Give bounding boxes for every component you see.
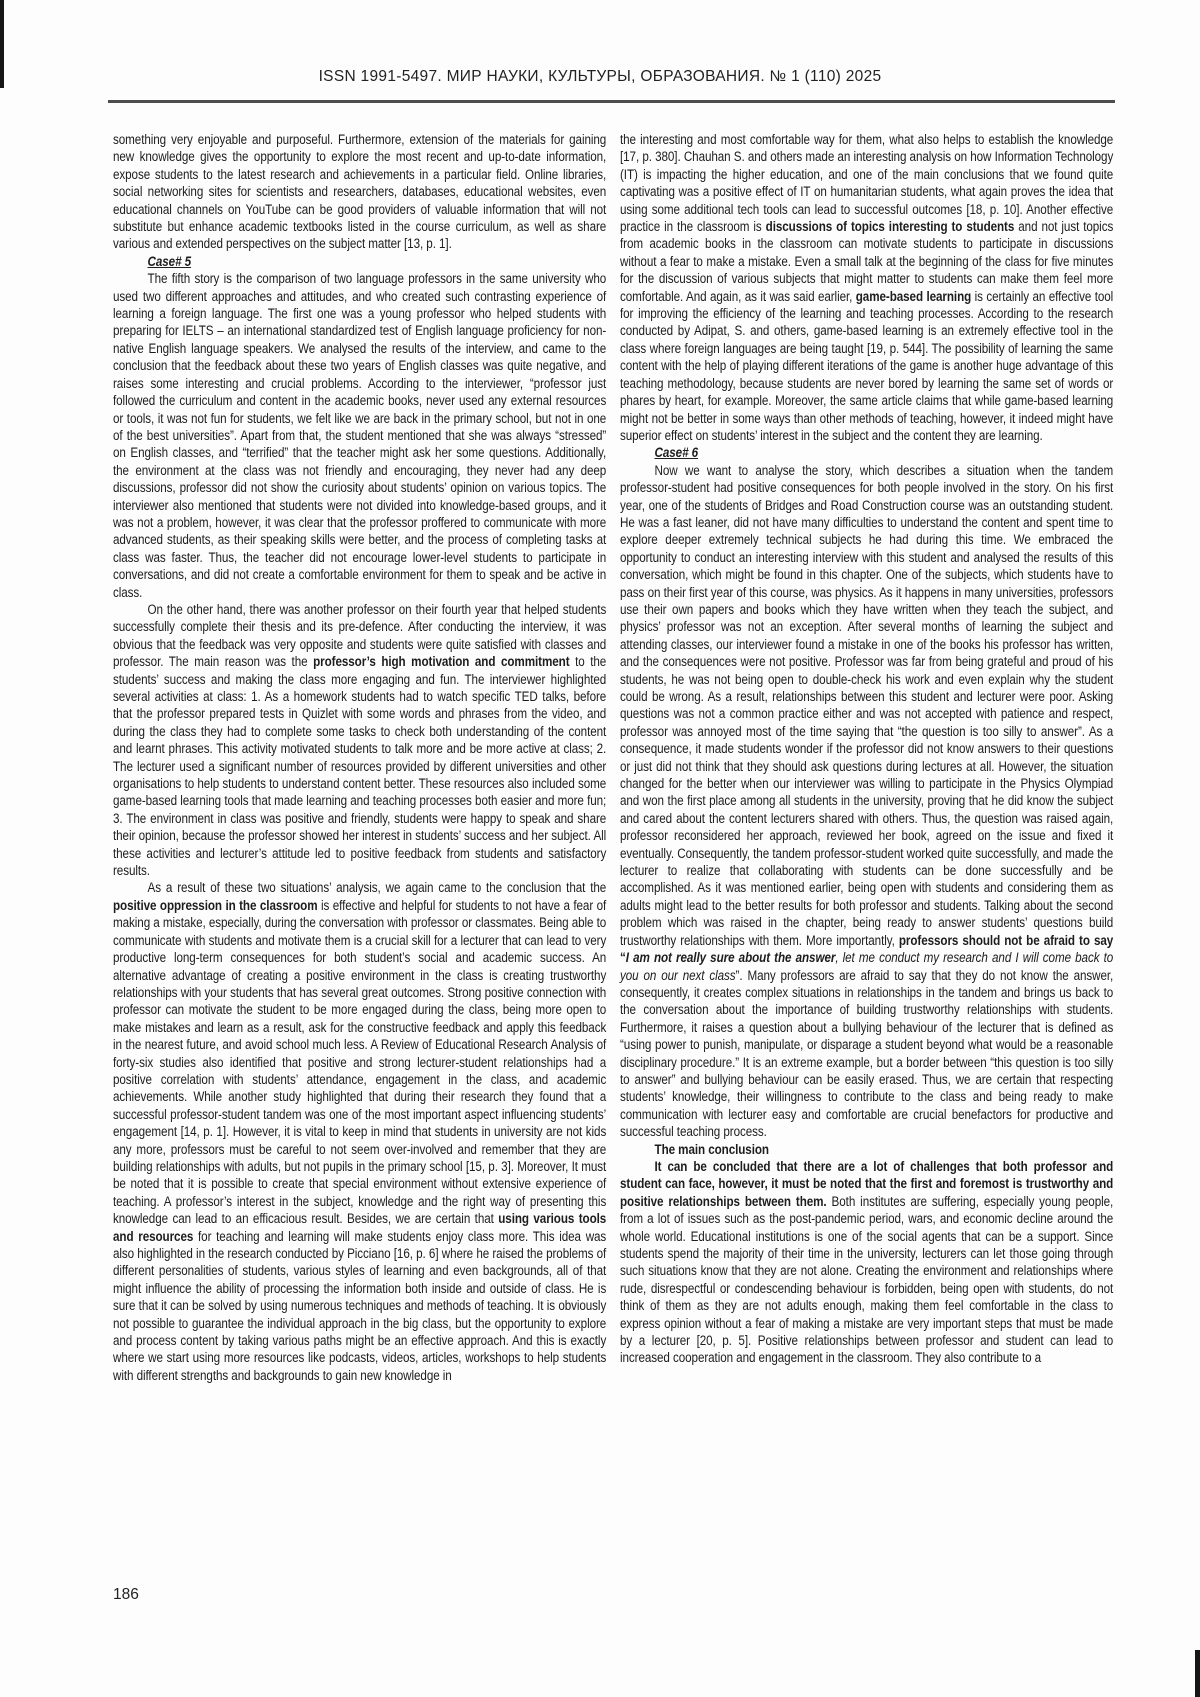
text-run: As a result of these two situations’ analysis, we again came to the conclusion that the [147,880,607,897]
text-run: positive oppression in the classroom [113,897,318,914]
text-run: The main conclusion [654,1141,769,1158]
paragraph-continuation [113,132,606,254]
text-run: and not just topics from academic books in the classroom can motivate students to participate in discussions without a fear to make a mistake. Even a small talk at the beginning of the class for five minutes for the discussion of various subjects that might matter to students can make them feel more comfortable. And again, as it was said earlier, [620,219,1114,305]
text-run: discussions of topics interesting to students [765,219,1015,236]
text-run: professors should not be afraid to say “ [620,932,1114,967]
text-run: the interesting and most comfortable way for them, what also helps to establish the knowledge [17, p. 380]. Chauhan S. and others made an interesting analysis on how Information Technology (IT) is impacting the higher education, and one of the main conclusions that we found quite captivating was a positive effect of IT on humanitarian students, what again proves the idea that using some additional tech tools can lead to successful outcomes [18, p. 10]. Another effective practice in the classroom is [620,132,1114,236]
text-run: to the students’ success and making the class more engaging and fun. The interviewer highlighted several activities at class: 1. As a homework students had to watch specific TED talks, before that the professor prepared tests in Quizlet with some words and phrases from the video, and during the class they had to complete some tasks to check both understanding of the content and learnt phrases. This activity motivated students to talk more and be more active at class; 2. The lecturer used a significant number of resources provided by different universities and other organisations to help students to understand content better. These resources also included some game-based learning tools that made learning and teaching processes both easier and more fun; 3. The environment in class was positive and friendly, students were happy to speak and share their opinion, because the professor showed her interest in students’ success and her subject. All these activities and lecturer’s attitude led to positive feedback from students and satisfactory results. [113,654,607,880]
text-run: Both institutes are suffering, especially young people, from a lot of issues such as the post-pandemic period, wars, and economic decline around the whole world. Educational institutions is one of the social agents that can be a support. Since students spend the majority of their time in the university, lecturers can let those going through such situations know that they are not alone. Creating the environment and relationships where rude, disrespectful or condescending behaviour is forbidden, being open with students, do not think of them as they are not adults enough, making them feel comfortable in the class to express opinion without a fear of making a mistake are very important steps that must be made by a lecturer [20, p. 5]. Positive relationships between professor and student can lead to increased cooperation and engagement in the classroom. They also contribute to a [620,1193,1114,1367]
text-run: On the other hand, there was another professor on their fourth year that helped students successfully complete their thesis and its pre-defence. After conducting the interview, it was obvious that the feedback was very opposite and students were quite satisfied with classes and professor. The main reason was the [113,601,607,671]
text-run: using various tools and resources [113,1211,607,1245]
scan-artifact-bottom-right [1195,1650,1200,1697]
header-rule [108,100,1115,103]
text-run: professor’s high motivation and commitment [313,654,570,671]
section-heading [620,1142,1113,1159]
text-run: It can be concluded that there are a lot of challenges that both professor and student can face, however, it must be noted that the first and foremost is trustworthy and positive relationships between them. [620,1158,1114,1210]
paragraph-continuation [620,132,1113,445]
paragraph [113,880,606,1385]
text-run: Now we want to analyse the story, which describes a situation when the tandem professor-student had positive consequences for both people involved in the story. On his first year, one of the students of Bridges and Road Construction course was an outstanding student. He was a fast leaner, did not have many difficulties to understand the content and spent time to explore deeper extremely technical subjects he had during this time. We embraced the opportunity to conduct an interesting interview with this student and analysed the results of this conversation, which might be found in this chapter. One of the subjects, which students have to pass on their first year of this course, was physics. As it happens in many universities, professors use their own papers and books which they have written when they teach the subject, and physics’ professor was not an exception. After several months of learning the subject and attending classes, our interviewer found a mistake in one of the books his professor has written, and the consequences were not positive. Professor was far from being grateful and proud of his students, he was not being open to double-check his work and even explain why the student could be wrong. As a result, relationships between this student and lecturer were poor. Asking questions was not a common practice either and was not accepted with patience and respect, professor was annoyed most of the time saying that “the question is too silly to answer”. As a consequence, it made students wonder if the professor did not know answers to their questions or just did not think that they should ask questions during lectures at all. However, the situation changed for the better when our interviewer was willing to participate in the Physics Olympiad and won the first place among all students in the university, proving that he did know the subject and cared about the content lecturers shared with others. Thus, the question was raised again, professor reconsidered her approach, reviewed her book, agreed on the issue and fixed it eventually. Consequently, the tandem professor-student worked quite successfully, and made the lecturer to realize that collaborating with students can be done successfully and be accomplished. As it was mentioned earlier, being open with students and considering them as adults might lead to the better results for both professor and students. Talking about the second problem which was raised in the chapter, being ready to answer students’ questions build trustworthy relationships with them. More importantly, [620,462,1114,949]
case-heading [113,254,606,271]
journal-header: ISSN 1991-5497. МИР НАУКИ, КУЛЬТУРЫ, ОБРАЗОВАНИЯ. № 1 (110) 2025 [318,68,882,85]
paragraph [620,463,1113,1142]
text-run: The fifth story is the comparison of two language professors in the same university who used two different approaches and attitudes, and who created such contrasting experience of learning a foreign language. The first one was a young professor who helped students with preparing for IELTS – an international standardized test of English language proficiency for non-native English language speakers. We analysed the results of the interview, and came to the conclusion that the feedback about these two years of English classes was quite negative, and raises some interesting and crucial problems. According to the interviewer, “professor just followed the curriculum and content in the academic books, never used any external resources or tools, it was not fun for students, we felt like we are back in the primary school, but not in one of the best universities”. Apart from that, the student mentioned that she was always “stressed” on English classes, and “terrified” that the teacher might ask her some questions. Additionally, the environment at the class was not friendly and encouraging, they never had any deep discussions, professor did not show the curiosity about students’ opinion on various topics. The interviewer also mentioned that students were not divided into knowledge-based groups, and it was not a problem, however, it was clear that the professor proffered to communicate with more advanced students, as their speaking skills were better, and the process of completing tasks at class was faster. Thus, the teacher did not encourage lower-level students to participate in conversations, and did not create a comfortable environment for them to speak and be active in class. [113,271,607,601]
text-run: ”. Many professors are afraid to say that they do not know the answer, consequently, it creates complex situations in relationships in the tandem and brings us back to the conversation about the importance of building trustworthy relationships with students. Furthermore, it raises a question about a bullying behaviour of the lecturer that is defined as “using power to punish, manipulate, or disparage a student beyond what would be a reasonable disciplinary procedure.” It is an extreme example, but a border between “this question is too silly to answer” and bullying behaviour can be easily erased. Thus, we are certain that respecting students’ knowledge, their willingness to contribute to the class and being ready to make communication with lecturer easy and comfortable are crucial benefactors for productive and successful teaching process. [620,967,1114,1141]
page-number: 186 [113,1586,139,1603]
right-column [620,132,1113,1368]
text-run: Case# 5 [147,253,192,270]
text-run: is certainly an effective tool for improving the efficiency of the learning and teaching processes. According to the research conducted by Adipat, S. and others, game-based learning is an extremely effective tool in the class where foreign languages are being taught [19, p. 544]. The possibility of learning the same content with the help of playing different iterations of the game is another huge advantage of this teaching methodology, because students are never bored by learning the same set of words or phares by heart, for example. Moreover, the same article claims that while game-based learning might not be better in some ways than other methods of teaching, however, it indeed might have superior effect on students’ interest in the subject and the content they are learning. [620,288,1114,444]
paragraph [620,1159,1113,1368]
text-run: game-based learning [855,288,972,305]
case-heading [620,445,1113,462]
text-run: is effective and helpful for students to not have a fear of making a mistake, especially, during the conversation with professor or classmates. Being able to communicate with students and motivate them is a crucial skill for a lecturer that can lead to very productive long-term consequences for both student’s social and academic success. An alternative advantage of creating a positive environment in the class is creating trustworthy relationships with your students that has several great outcomes. Strong positive connection with professor can motivate the student to be more engaged during the class, being more open to make mistakes and learn as a result, ask for the constructive feedback and apply this feedback in the nearest future, and avoid school much less. A Review of Educational Research Analysis of forty-six studies also identified that positive and strong lecturer-student relationships had a positive correlation with students’ attendance, engagement in the class, and academic achievements. While another study highlighted that during their research they found that a successful professor-student tandem was one of the most important aspect influencing students’ engagement [14, p. 1]. However, it is vital to keep in mind that students in university are not kids any more, professors must be careful to not seem over-involved and remember that they are building relationships with adults, but not pupils in the primary school [15, p. 3]. Moreover, It must be noted that it is possible to create that special environment without extensive experience of teaching. A professor’s interest in the subject, knowledge and the right way of presenting this knowledge can lead to an efficacious result. Besides, we are certain that [113,897,607,1228]
text-run: something very enjoyable and purposeful. Furthermore, extension of the materials for gaining new knowledge gives the opportunity to explore the most recent and up-to-date information, expose students to the latest research and achievements in a particular field. Online libraries, social networking sites for scientists and researchers, databases, educational websites, even educational channels on YouTube can be good providers of valuable information that will not substitute but enhance academic textbooks listed in the course curriculum, as well as share various and extended perspectives on the subject matter [13, p. 1]. [113,132,607,253]
paragraph [113,271,606,602]
text-run: for teaching and learning will make students enjoy class more. This idea was also highlighted in the research conducted by Picciano [16, p. 6] where he raised the problems of different personalities of students, various styles of learning and even backgrounds, all of that might influence the ability of processing the information both inside and outside of class. He is sure that it can be solved by using numerous techniques and methods of teaching. It is obviously not possible to guarantee the individual approach in the big class, but the opportunity to explore and process content by taking various paths might be an effective approach. And this is exactly where we start using more resources like podcasts, videos, articles, workshops to help students with different strengths and backgrounds to gain new knowledge in [113,1228,607,1384]
text-run: I am not really sure about the answer [625,950,836,967]
left-column [113,132,606,1385]
text-run: Case# 6 [654,445,699,462]
paragraph [113,602,606,881]
text-run: , let me conduct my research and I will come back to you on our next class [620,950,1114,984]
